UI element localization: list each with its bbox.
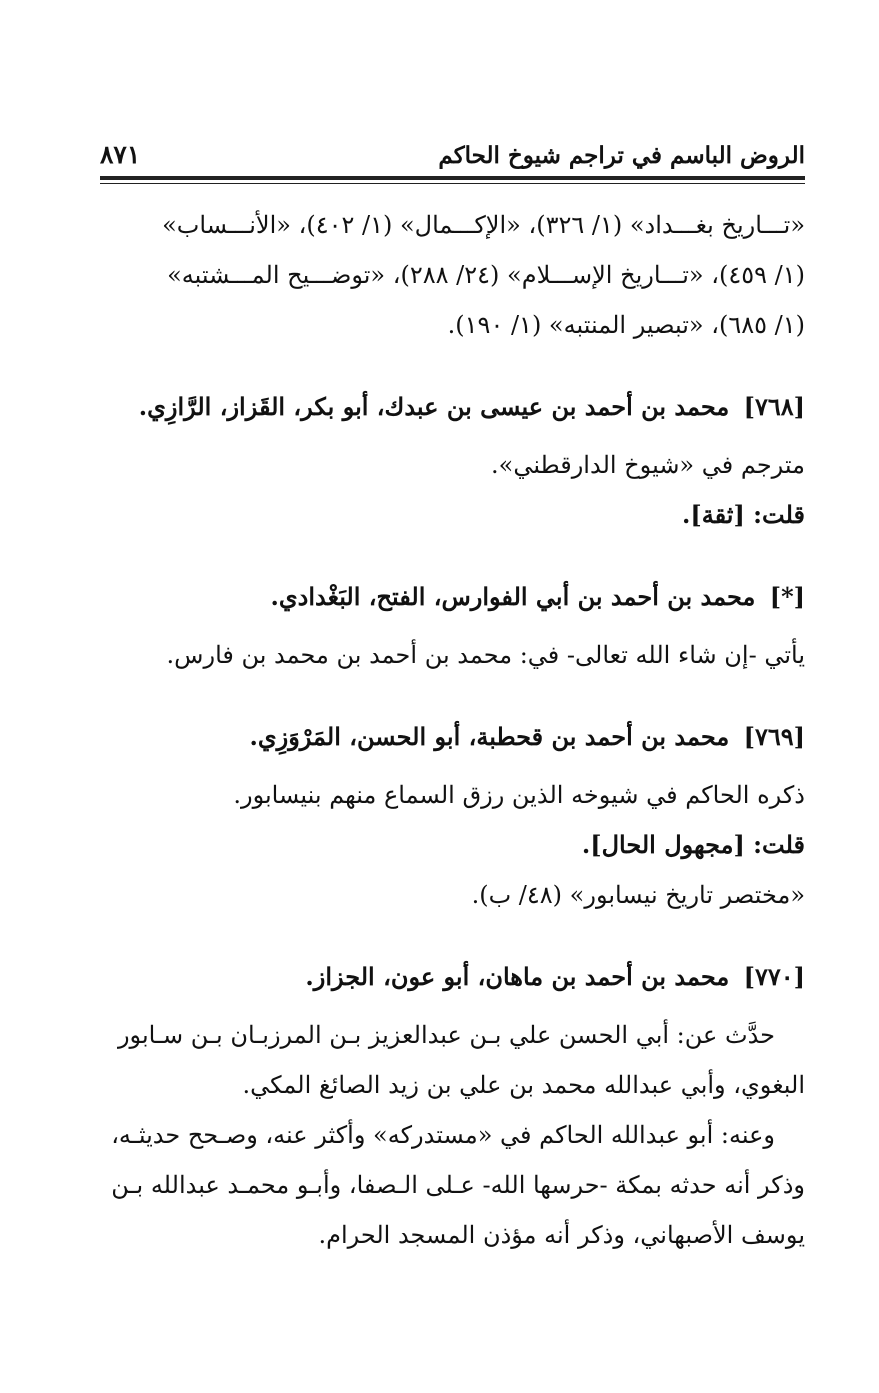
entry-line: وعنه: أبو عبدالله الحاكم في «مستدركه» وأكثر عنه، وصـحح حديثـه،	[111, 1121, 775, 1149]
entry-line: يوسف الأصبهاني، وذكر أنه مؤذن المسجد الحرام.	[318, 1221, 805, 1249]
reference-line: (١/ ٤٥٩)، «تـــاريخ الإســـلام» (٢٤/ ٢٨٨)، «توضـــيح المـــشتبه»	[167, 261, 805, 289]
entry-heading	[100, 350, 805, 436]
running-title: الروض الباسم في تراجم شيوخ الحاكم	[438, 142, 805, 169]
entry-number: [*]	[769, 582, 805, 611]
entry-number: [٧٦٨]	[743, 392, 805, 421]
entry-body	[100, 1010, 805, 1260]
page-number: ٨٧١	[100, 140, 141, 169]
book-page	[100, 130, 805, 1260]
entry-name: محمد بن أحمد بن أبي الفوارس، الفتح، البَغْدادي.	[270, 582, 756, 611]
reference-line: (١/ ٦٨٥)، «تبصير المنتبه» (١/ ١٩٠).	[447, 311, 805, 339]
entry-line: يأتي -إن شاء الله تعالى- في: محمد بن أحمد بن محمد بن فارس.	[166, 641, 805, 669]
entry-name: محمد بن أحمد بن عيسى بن عبدك، أبو بكر، القَزاز، الرَّازِي.	[138, 392, 730, 421]
header-rule-thick	[100, 176, 805, 180]
running-header	[100, 130, 805, 176]
reference-list	[100, 200, 805, 350]
entry-heading	[100, 680, 805, 766]
entry-name: محمد بن أحمد بن قحطبة، أبو الحسن، المَرْوَزِي.	[249, 722, 730, 751]
entry-heading	[100, 920, 805, 1006]
entry-line: وذكر أنه حدثه بمكة -حرسها الله- عـلى الـصفا، وأبـو محمـد عبدالله بـن	[111, 1171, 805, 1199]
entry-body	[100, 770, 805, 920]
page-content	[100, 200, 805, 1260]
source-line: «مختصر تاريخ نيسابور» (٤٨/ ب).	[471, 881, 805, 909]
verdict-line: قلت: [ثقة].	[682, 500, 805, 529]
entry-number: [٧٦٩]	[743, 722, 805, 751]
entry-number: [٧٧٠]	[743, 962, 805, 991]
entry-line: مترجم في «شيوخ الدارقطني».	[491, 451, 805, 479]
entry-heading	[100, 540, 805, 626]
entry-name: محمد بن أحمد بن ماهان، أبو عون، الجزاز.	[305, 962, 730, 991]
entry-line: ذكره الحاكم في شيوخه الذين رزق السماع منهم بنيسابور.	[233, 781, 805, 809]
entry-body	[100, 630, 805, 680]
verdict-line: قلت: [مجهول الحال].	[581, 830, 805, 859]
entry-body	[100, 440, 805, 540]
reference-line: «تـــاريخ بغـــداد» (١/ ٣٢٦)، «الإكـــمال» (١/ ٤٠٢)، «الأنـــساب»	[162, 211, 805, 239]
entry-line: حدَّث عن: أبي الحسن علي بـن عبدالعزيز بـن المرزبـان بـن سـابور	[117, 1021, 775, 1049]
header-rule-thin	[100, 183, 805, 184]
entry-line: البغوي، وأبي عبدالله محمد بن علي بن زيد الصائغ المكي.	[242, 1071, 805, 1099]
